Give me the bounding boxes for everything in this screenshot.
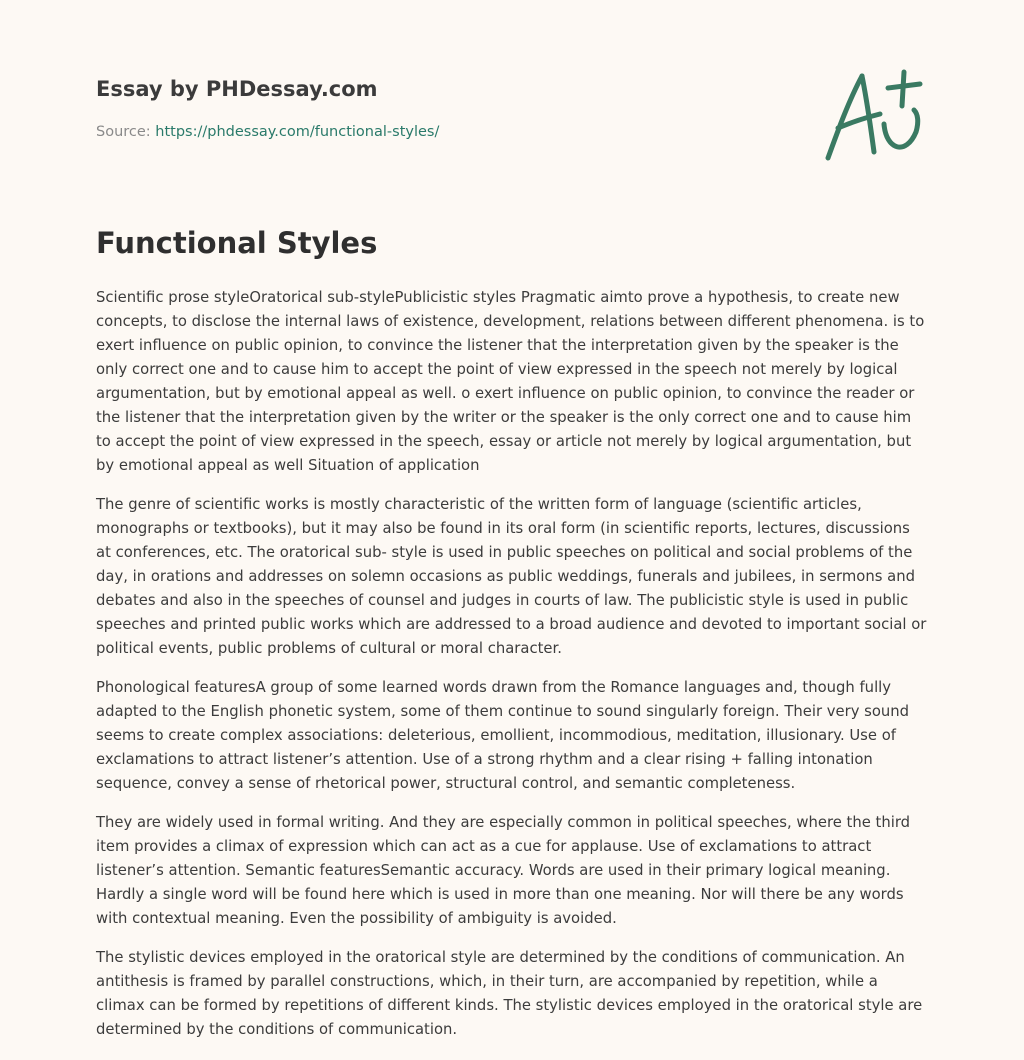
essay-page [96, 0, 928, 1038]
essay-paragraph: The genre of scientific works is mostly characteristic of the written form of language (scientific articles, monographs or textbooks), but it may also be found in its oral form (in scientific reports, lectures, discussions at conferences, etc. The oratorical sub- style is used in public speeches on political and social problems of the day, in orations and addresses on solemn occasions as public weddings, funerals and jubilees, in sermons and debates and also in the speeches of counsel and judges in courts of law. The publicistic style is used in public speeches and printed public works which are addressed to a broad audience and devoted to important social or political events, public problems of cultural or moral character. [96, 496, 927, 657]
source-label: Source: [96, 124, 151, 140]
source-link[interactable]: https://phdessay.com/functional-styles/ [155, 124, 440, 140]
essay-paragraph: Phonological featuresA group of some learned words drawn from the Romance languages and, though fully adapted to the English phonetic system, some of them continue to sound singularly foreign. Their very sound seems to create complex associations: deleterious, emollient, incommodious, meditation, illusionary. Use of exclamations to attract listener’s attention. Use of a strong rhythm and a clear rising + falling intonation sequence, convey a sense of rhetorical power, structural control, and semantic completeness. [96, 679, 910, 792]
essay-paragraph: Scientific prose styleOratorical sub-stylePublicistic styles Pragmatic aimto prove a hypothesis, to create new concepts, to disclose the internal laws of existence, development, relations between different phenomena. is to exert influence on public opinion, to convince the listener that the interpretation given by the speaker is the only correct one and to cause him to accept the point of view expressed in the speech not merely by logical argumentation, but by emotional appeal as well. o exert influence on public opinion, to convince the reader or the listener that the interpretation given by the writer or the speaker is the only correct one and to cause him to accept the point of view expressed in the speech, essay or article not merely by logical argumentation, but by emotional appeal as well Situation of application [96, 289, 925, 474]
site-title: Essay by PHDessay.com [96, 77, 378, 101]
essay-paragraph: The stylistic devices employed in the oratorical style are determined by the conditions of communication. An antithesis is framed by parallel constructions, which, in their turn, are accompanied by repetition, while a climax can be formed by repetitions of different kinds. The stylistic devices employed in the oratorical style are determined by the conditions of communication. [96, 949, 923, 1038]
essay-paragraph: They are widely used in formal writing. And they are especially common in political speeches, where the third item provides a climax of expression which can act as a cue for applause. Use of exclamations to attract listener’s attention. Semantic featuresSemantic accuracy. Words are used in their primary logical meaning. Hardly a single word will be found here which is used in more than one meaning. Nor will there be any words with contextual meaning. Even the possibility of ambiguity is avoided. [96, 814, 911, 927]
a-plus-logo-icon [822, 66, 926, 166]
essay-body [96, 286, 928, 1057]
source-line [96, 124, 439, 140]
page-header [96, 0, 928, 200]
essay-title: Functional Styles [96, 226, 378, 260]
